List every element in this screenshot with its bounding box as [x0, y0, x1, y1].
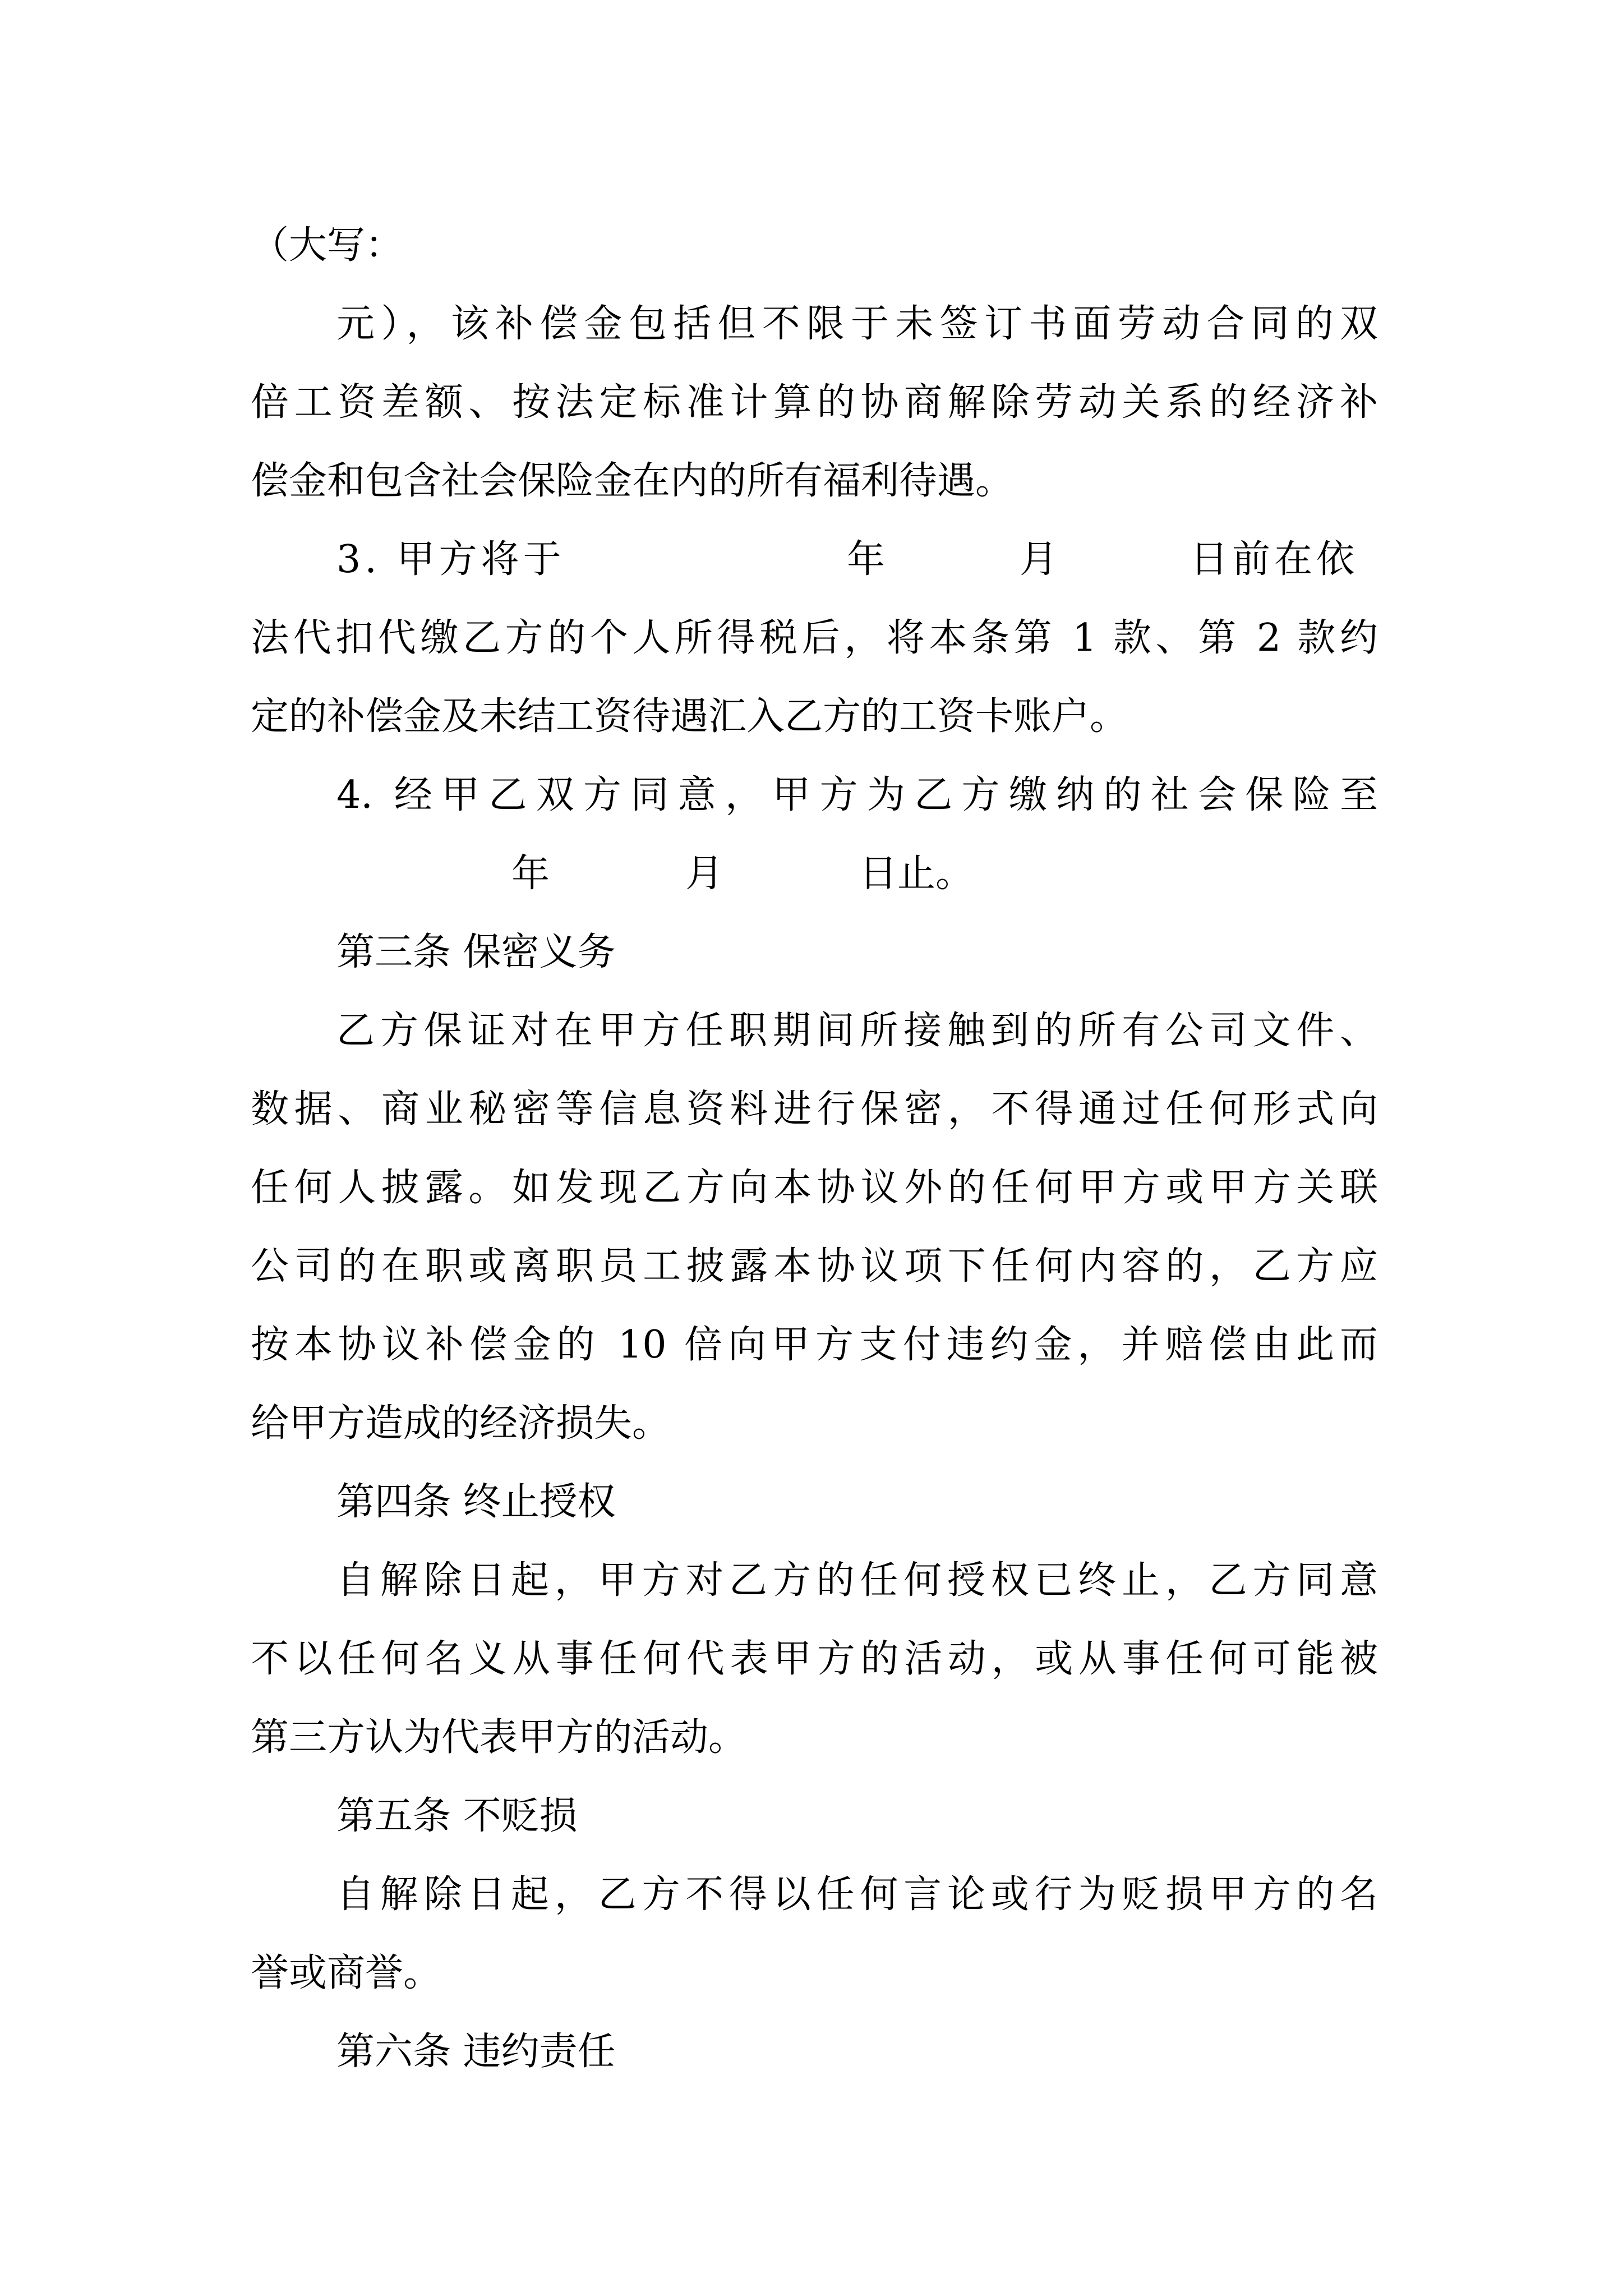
text-line-yuan: 元），该补偿金包括但不限于未签订书面劳动合同的双	[336, 302, 1378, 346]
text-line-tax: 法代扣代缴乙方的个人所得税后，将本条第 1 款、第 2 款约	[251, 616, 1378, 660]
text-line-disparage-2: 誉或商誉。	[251, 1951, 442, 1995]
clause-3-end: 日前在依	[1190, 537, 1359, 582]
clause-4-end: 日止。	[859, 852, 974, 896]
article-4-heading: 第四条 终止授权	[336, 1480, 616, 1524]
text-line-authorization-1: 自解除日起，甲方对乙方的任何授权已终止，乙方同意	[336, 1558, 1378, 1603]
text-line-confidential-2: 数据、商业秘密等信息资料进行保密，不得通过任何形式向	[251, 1087, 1378, 1131]
text-line-wage-card: 定的补偿金及未结工资待遇汇入乙方的工资卡账户。	[251, 694, 1128, 739]
text-line-confidential-5: 按本协议补偿金的 10 倍向甲方支付违约金，并赔偿由此而	[251, 1323, 1378, 1367]
clause-3-start: 3. 甲方将于	[336, 537, 565, 582]
text-line-authorization-2: 不以任何名义从事任何代表甲方的活动，或从事任何可能被	[251, 1637, 1378, 1681]
text-line-double-wages: 倍工资差额、按法定标准计算的协商解除劳动关系的经济补	[251, 380, 1378, 425]
text-line-benefits: 偿金和包含社会保险金在内的所有福利待遇。	[251, 459, 1014, 503]
clause-3-date-line	[251, 521, 1378, 599]
article-5-heading: 第五条 不贬损	[336, 1794, 578, 1838]
clause-3-year: 年	[847, 537, 886, 582]
text-line-confidential-6: 给甲方造成的经济损失。	[251, 1401, 671, 1446]
clause-3-month: 月	[1020, 537, 1058, 582]
clause-4-date-line	[251, 835, 1378, 913]
text-line-disparage-1: 自解除日起，乙方不得以任何言论或行为贬损甲方的名	[336, 1872, 1378, 1917]
article-3-heading: 第三条 保密义务	[336, 930, 616, 974]
text-line-daxie: （大写：	[251, 223, 404, 268]
clause-4-month: 月	[685, 852, 724, 896]
clause-4-line: 4. 经甲乙双方同意，甲方为乙方缴纳的社会保险至	[336, 773, 1378, 817]
text-line-confidential-1: 乙方保证对在甲方任职期间所接触到的所有公司文件、	[336, 1009, 1378, 1053]
clause-4-year: 年	[511, 852, 550, 896]
text-line-confidential-3: 任何人披露。如发现乙方向本协议外的任何甲方或甲方关联	[251, 1166, 1378, 1210]
text-line-confidential-4: 公司的在职或离职员工披露本协议项下任何内容的，乙方应	[251, 1244, 1378, 1289]
text-line-authorization-3: 第三方认为代表甲方的活动。	[251, 1715, 747, 1760]
article-6-heading: 第六条 违约责任	[336, 2030, 616, 2074]
